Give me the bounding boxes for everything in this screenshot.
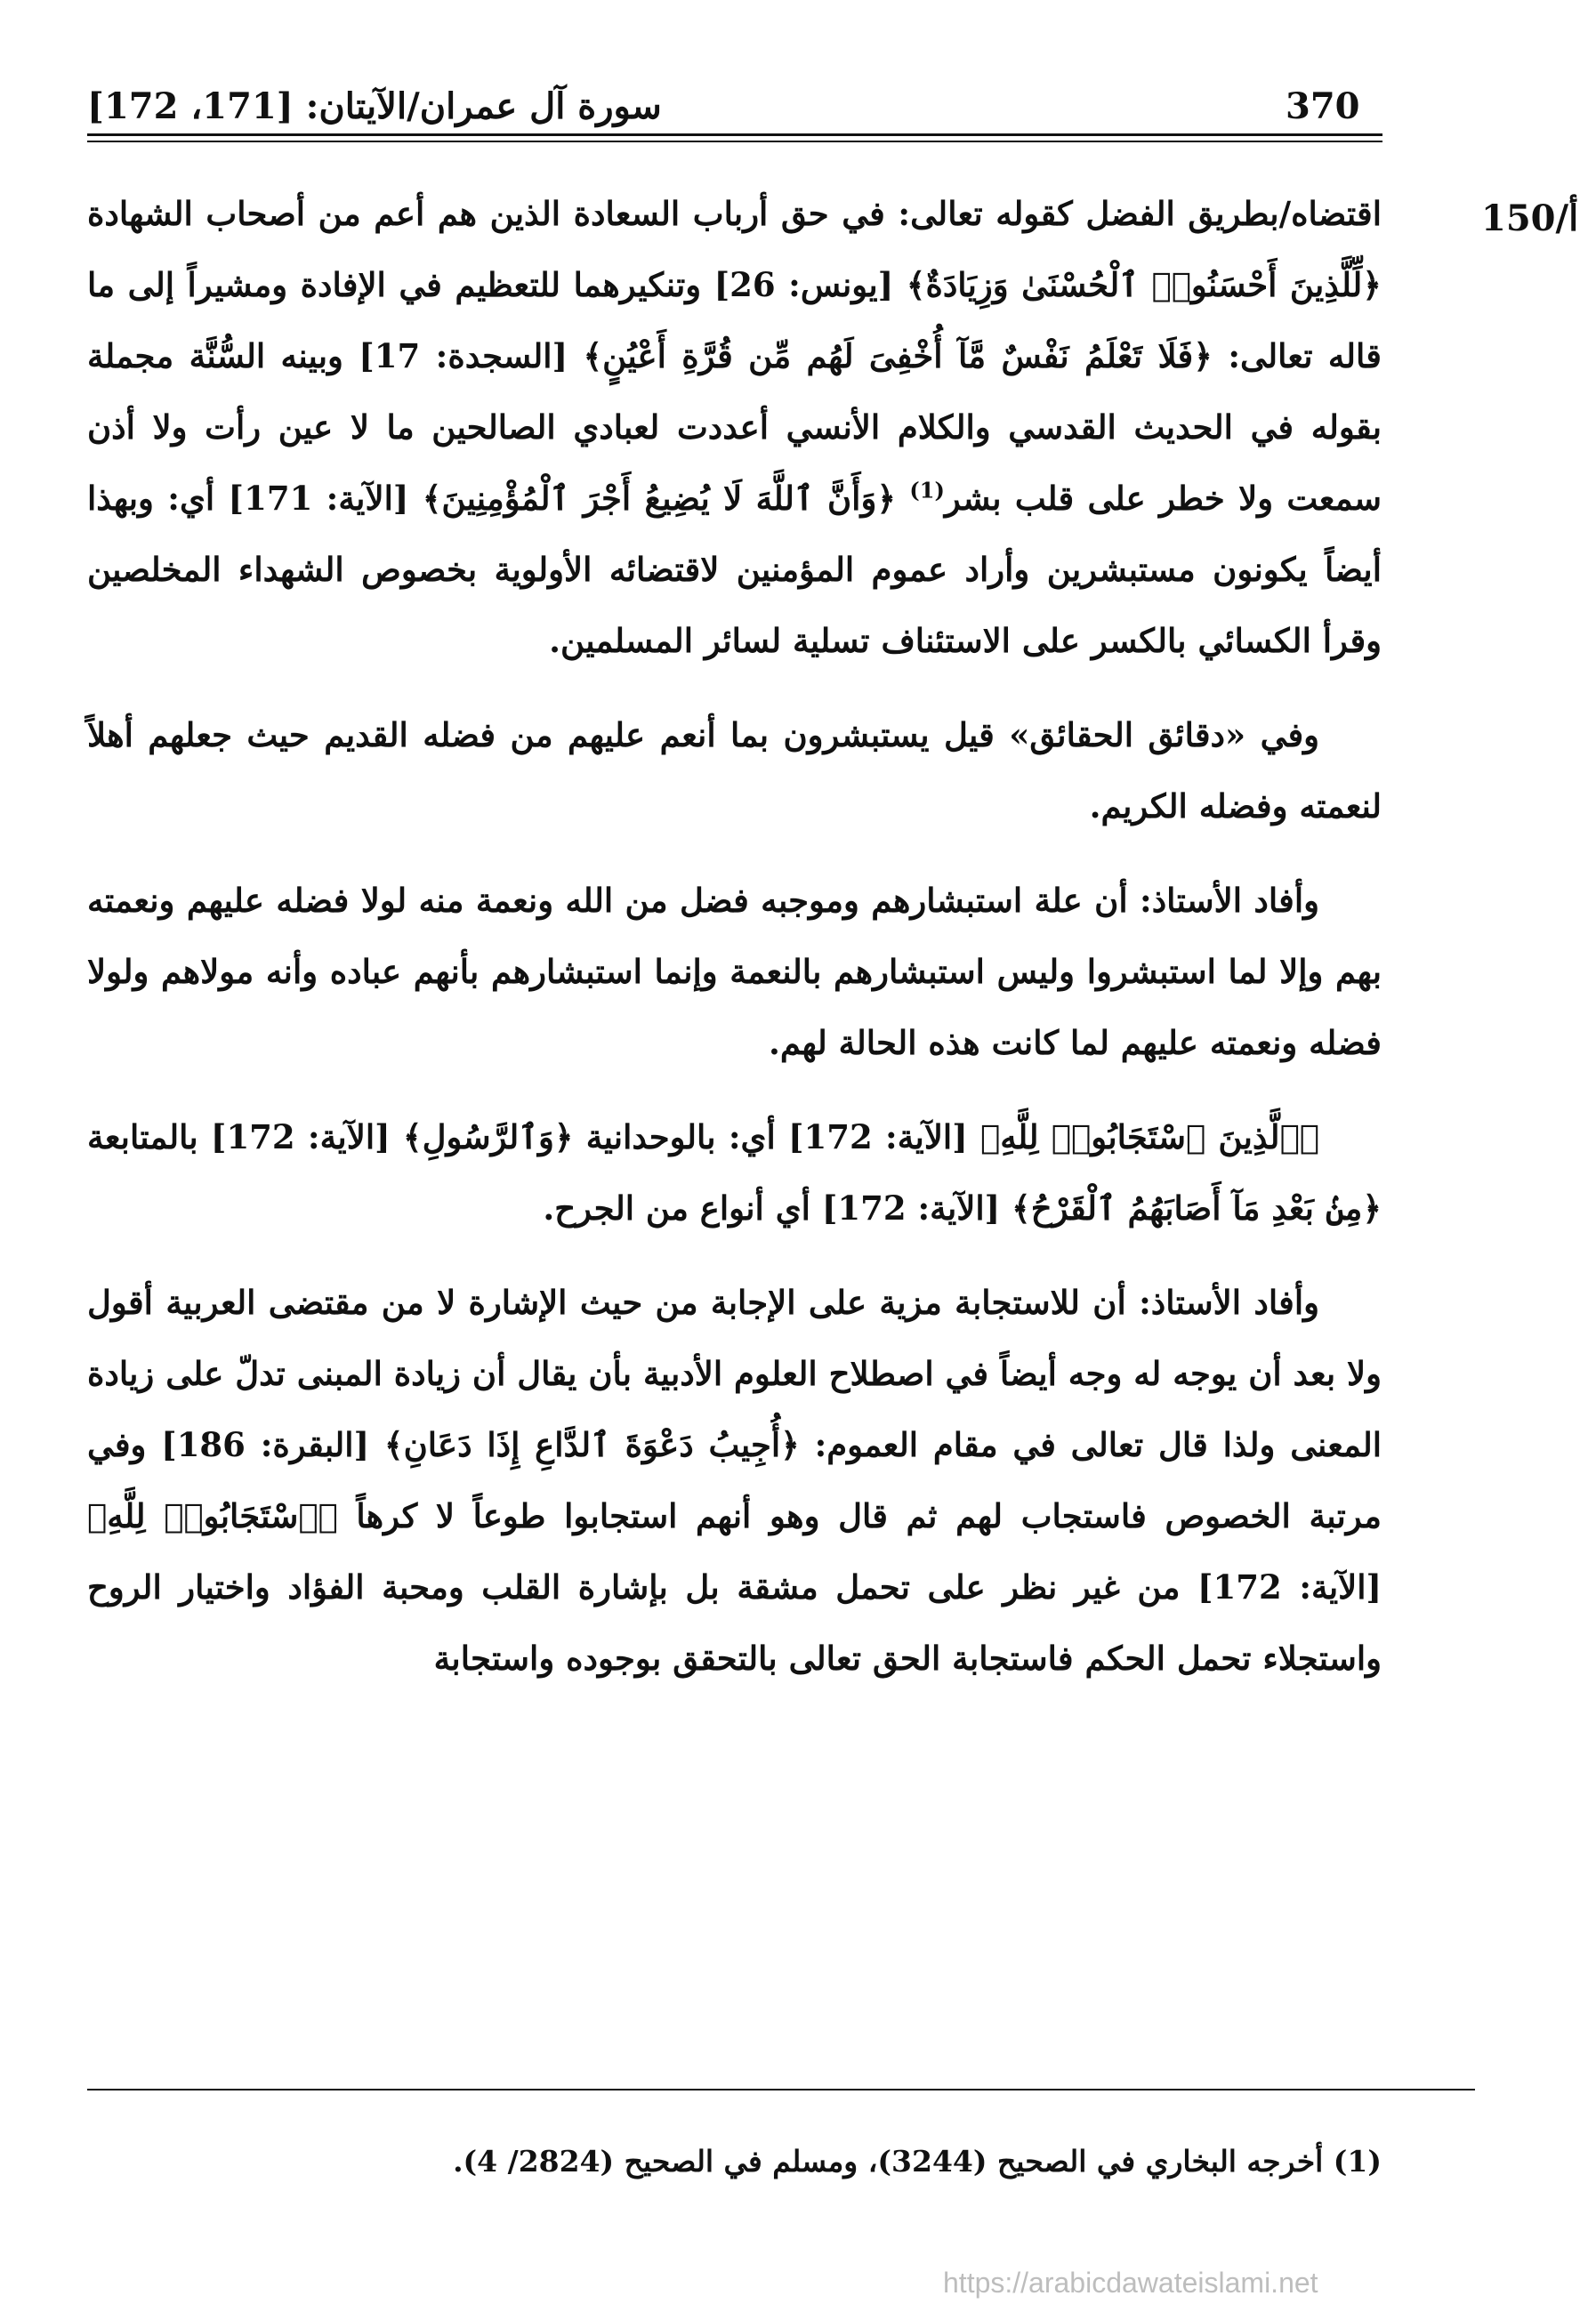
text: [الآية: 172] أي: بالوحدانية bbox=[585, 1117, 968, 1156]
page-number: 370 bbox=[1286, 85, 1360, 127]
quran-verse: ﴿مِنۢ بَعْدِ مَآ أَصَابَهُمُ ٱلْقَرْحُ﴾ bbox=[1012, 1188, 1382, 1228]
quran-verse: ﴿ٱسْتَجَابُوا۟ لِلَّهِ﴾ bbox=[87, 1496, 338, 1535]
quran-verse: ﴿ٱلَّذِينَ ٱسْتَجَابُوا۟ لِلَّهِ﴾ bbox=[979, 1117, 1319, 1156]
footnote-reference[interactable]: (1) bbox=[909, 477, 945, 503]
text: [السجدة: 17] وبينه السُّنَّة مجملة بقوله في الحديث القدسي والكلام الأنسي أعددت لعبادي الصالحين ما لا عين رأت ولا أذن سمعت ولا خطر على قلب بشر bbox=[87, 336, 1382, 518]
main-text bbox=[87, 178, 1382, 1694]
text: وأفاد الأستاذ: أن علة استبشارهم وموجبه فضل من الله ونعمة منه لولا فضله عليهم ونعمته بهم وإلا لما استبشروا وليس استبشارهم بالنعمة وإنما استبشارهم بأنهم عباده وأنه مولاهم ولولا فضله ونعمته عليهم لما كانت هذه الحالة لهم. bbox=[87, 881, 1382, 1062]
footnote: (1) أخرجه البخاري في الصحيح (3244)، ومسلم في الصحيح (2824/ 4). bbox=[453, 2144, 1382, 2179]
footnote-rule bbox=[87, 2089, 1475, 2090]
quran-verse: ﴿أُجِيبُ دَعْوَةَ ٱلدَّاعِ إِذَا دَعَانِ﴾ bbox=[383, 1425, 800, 1464]
paragraph-4 bbox=[87, 1101, 1382, 1244]
text: [البقرة: 186] وفي مرتبة الخصوص فاستجاب لهم ثم قال وهو أنهم استجابوا طوعاً لا كرهاً bbox=[87, 1425, 1382, 1535]
margin-folio-note: 150/أ bbox=[1481, 197, 1579, 239]
watermark: https://arabicdawateislami.net bbox=[943, 2267, 1318, 2299]
header-rule bbox=[87, 133, 1382, 136]
quran-verse: ﴿وَأَنَّ ٱللَّهَ لَا يُضِيعُ أَجْرَ ٱلْمُؤْمِنِينَ﴾ bbox=[422, 479, 897, 518]
text: وفي «دقائق الحقائق» قيل يستبشرون بما أنعم عليهم من فضله القديم حيث جعلهم أهلاً لنعمته وفضله الكريم. bbox=[87, 715, 1382, 826]
paragraph-5 bbox=[87, 1267, 1382, 1694]
running-head: سورة آل عمران/الآيتان: [171، 172] bbox=[87, 85, 662, 127]
paragraph-3 bbox=[87, 865, 1382, 1078]
paragraph-1 bbox=[87, 178, 1382, 676]
quran-verse: ﴿لِّلَّذِينَ أَحْسَنُوا۟ ٱلْحُسْنَىٰ وَزِيَادَةٌ﴾ bbox=[906, 265, 1382, 304]
text: [يونس: 26] وتنكيرهما للتعظيم في الإفادة ومشيراً إلى ما قاله تعالى: bbox=[87, 265, 1382, 375]
text: وأفاد الأستاذ: أن للاستجابة مزية على الإجابة من حيث الإشارة لا من مقتضى العربية أقول ولا بعد أن يوجه له وجه أيضاً في اصطلاح العلوم الأدبية بأن يقال أن زيادة المبنى تدلّ على زيادة المعنى ولذا قال تعالى في مقام العموم: bbox=[87, 1283, 1382, 1464]
text: [الآية: 172] من غير نظر على تحمل مشقة بل بإشارة القلب ومحبة الفؤاد واختيار الروح واستجلاء تحمل الحكم فاستجابة الحق تعالى بالتحقق بوجوده واستجابة bbox=[87, 1567, 1382, 1678]
paragraph-2 bbox=[87, 699, 1382, 842]
header-rule-double bbox=[87, 141, 1382, 142]
quran-verse: ﴿وَٱلرَّسُولِ﴾ bbox=[402, 1117, 574, 1156]
quran-verse: ﴿فَلَا تَعْلَمُ نَفْسٌ مَّآ أُخْفِىَ لَهُم مِّن قُرَّةِ أَعْيُنٍ﴾ bbox=[583, 336, 1213, 375]
text: اقتضاه/بطريق الفضل كقوله تعالى: في حق أرباب السعادة الذين هم أعم من أصحاب الشهادة bbox=[87, 194, 1382, 233]
text: [الآية: 171] أي: وبهذا أيضاً يكونون مستبشرين وأراد عموم المؤمنين لاقتضائه الأولوية بخصوص الشهداء المخلصين وقرأ الكسائي بالكسر على الاستئناف تسلية لسائر المسلمين. bbox=[87, 479, 1382, 660]
text: [الآية: 172] بالمتابعة bbox=[87, 1117, 391, 1156]
text: [الآية: 172] أي أنواع من الجرح. bbox=[543, 1188, 1001, 1228]
